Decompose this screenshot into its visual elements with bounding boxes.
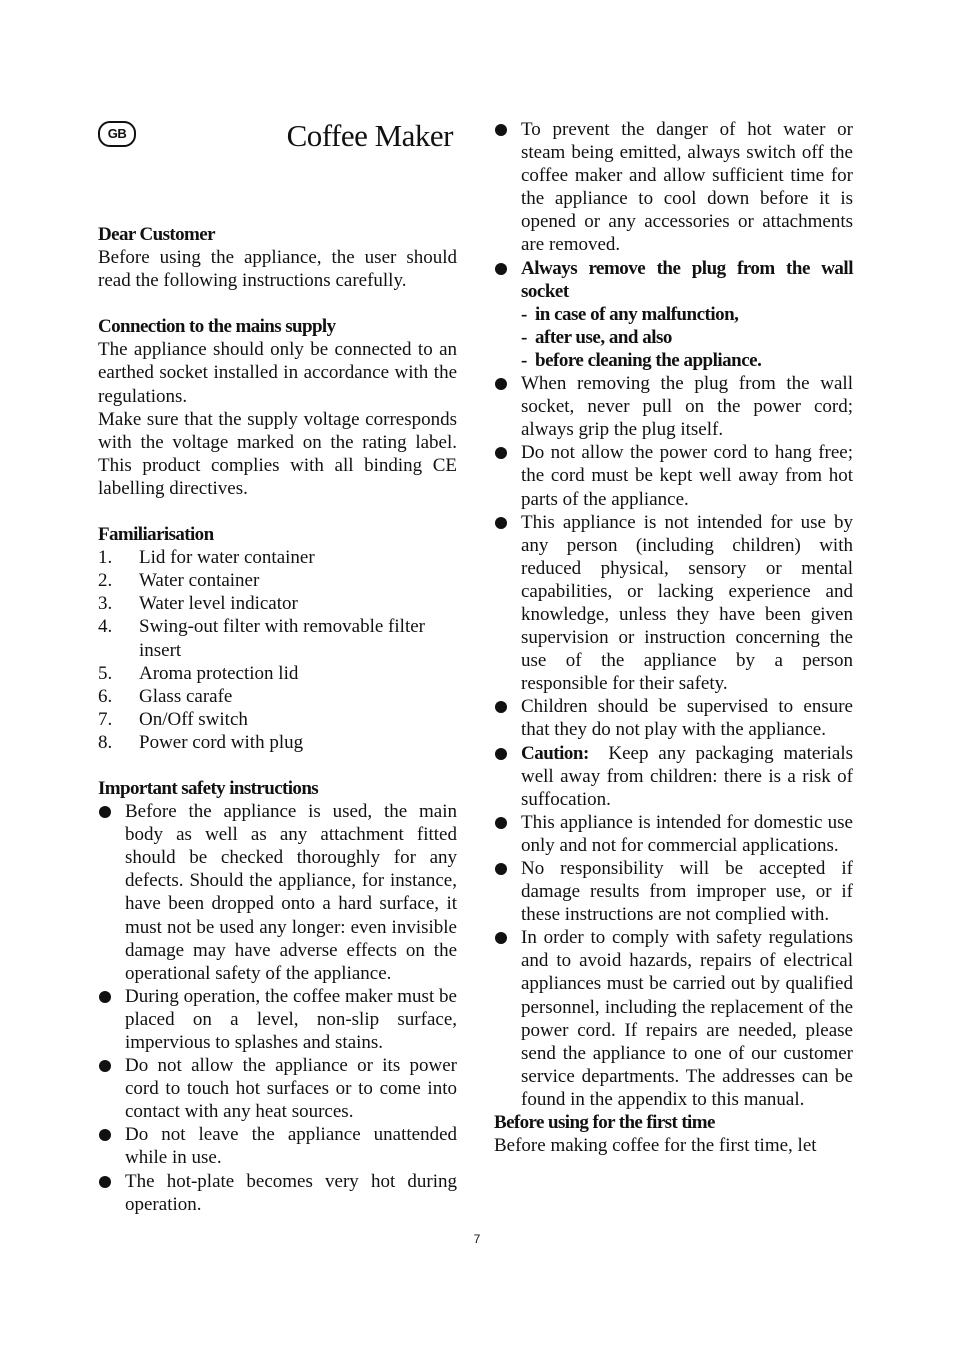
item-text: Do not leave the appliance unattended while in use. <box>125 1124 457 1169</box>
header <box>98 118 457 200</box>
bullet-icon <box>495 263 507 275</box>
dash: - <box>521 349 527 371</box>
sub-item <box>521 326 853 349</box>
item-text: When removing the plug from the wall socket, never pull on the power cord; always grip the plug itself. <box>521 373 853 441</box>
bullet-icon <box>99 1060 111 1072</box>
item-text: This appliance is intended for domestic use only and not for commercial applications. <box>521 811 853 856</box>
dear-customer-section <box>98 223 457 292</box>
item-text: In order to comply with safety regulations and to avoid hazards, repairs of electrical appliances must be carried out by qualified personnel, including the replacement of the power cord. If repairs are needed, please send the appliance to one of our customer service departments. The addresses can be found in the appendix to this manual. <box>521 927 853 1110</box>
item-number: 3. <box>98 593 113 615</box>
item-text: On/Off switch <box>139 708 248 730</box>
caution-label: Caution: <box>521 742 589 764</box>
item-number: 5. <box>98 662 113 684</box>
item-number: 8. <box>98 731 113 753</box>
item-text: Swing-out filter with removable filter insert <box>139 616 425 661</box>
sub-item-text: after use, and also <box>535 326 672 348</box>
bullet-icon <box>495 447 507 459</box>
paragraph: Before making coffee for the first time, let <box>494 1135 817 1157</box>
bullet-icon <box>99 806 111 818</box>
safety-list <box>98 800 457 1216</box>
list-item <box>98 546 457 569</box>
item-text: Children should be supervised to ensure that they do not play with the appliance. <box>521 696 853 741</box>
item-text: Water container <box>139 570 260 592</box>
bullet-icon <box>99 1129 111 1141</box>
list-item <box>494 441 853 510</box>
language-badge: GB <box>98 121 136 147</box>
item-text: Power cord with plug <box>139 731 304 753</box>
section-heading: Dear Customer <box>98 224 215 245</box>
item-number: 2. <box>98 570 113 592</box>
list-item <box>494 695 853 741</box>
list-item <box>494 926 853 1111</box>
item-text: Lid for water container <box>139 547 315 569</box>
sub-item <box>521 349 853 372</box>
dash: - <box>521 303 527 325</box>
dash: - <box>521 326 527 348</box>
list-item <box>98 592 457 615</box>
item-text: Aroma protection lid <box>139 662 299 684</box>
sub-list <box>521 303 853 372</box>
item-text: Keep any packaging materials well away from children: there is a risk of suffocation. <box>521 742 854 810</box>
bullet-icon <box>495 748 507 760</box>
section-heading: Familiarisation <box>98 524 214 546</box>
bullet-icon <box>495 817 507 829</box>
mains-supply-section <box>98 315 457 500</box>
page-number: 7 <box>473 1232 481 1246</box>
bullet-icon <box>495 863 507 875</box>
bullet-icon <box>99 1176 111 1188</box>
item-text: Always remove the plug from the wall socket <box>521 257 853 302</box>
item-text: Glass carafe <box>139 685 233 707</box>
sub-item-text: in case of any malfunction, <box>535 303 739 325</box>
list-item <box>494 511 853 696</box>
sub-item-text: before cleaning the appliance. <box>535 349 762 371</box>
list-item <box>98 708 457 731</box>
paragraph: The appliance should only be connected to an earthed socket installed in accordance with the regulations. <box>98 339 457 407</box>
bullet-icon <box>495 378 507 390</box>
list-item <box>98 685 457 708</box>
page-title: Coffee Maker <box>286 118 453 153</box>
section-heading: Before using for the first time <box>494 1112 715 1134</box>
item-number: 1. <box>98 547 113 569</box>
section-heading: Connection to the mains supply <box>98 316 336 338</box>
left-column <box>98 118 457 1216</box>
item-number: 6. <box>98 685 113 707</box>
list-item <box>494 257 853 372</box>
item-text: During operation, the coffee maker must be placed on a level, non-slip surface, impervious to splashes and stains. <box>125 985 457 1053</box>
bullet-icon <box>495 932 507 944</box>
item-text: Water level indicator <box>139 593 298 615</box>
list-item <box>494 372 853 441</box>
item-text: This appliance is not intended for use by any person (including children) with reduced physical, sensory or mental capabilities, or lacking experience and knowledge, unless they have been given supervision or instruction concerning the use of the appliance by a person responsible for their safety. <box>521 511 853 695</box>
paragraph: Make sure that the supply voltage corresponds with the voltage marked on the rating label. This product complies with all binding CE labelling directives. <box>98 408 457 499</box>
safety-list-continued <box>494 118 853 1111</box>
item-text: No responsibility will be accepted if damage results from improper use, or if these instructions are not complied with. <box>521 858 853 926</box>
list-item <box>494 742 853 811</box>
list-item <box>98 800 457 985</box>
first-use-section <box>494 1111 853 1157</box>
section-heading: Important safety instructions <box>98 777 319 799</box>
list-item <box>98 985 457 1054</box>
list-item <box>98 1054 457 1123</box>
list-item <box>98 615 457 661</box>
familiarisation-section <box>98 523 457 754</box>
list-item <box>494 811 853 857</box>
list-item <box>494 857 853 926</box>
item-text: The hot-plate becomes very hot during operation. <box>125 1170 457 1215</box>
sub-item <box>521 303 853 326</box>
item-text: Do not allow the power cord to hang free; the cord must be kept well away from hot parts of the appliance. <box>521 442 853 510</box>
list-item <box>98 1170 457 1216</box>
safety-section <box>98 777 457 1216</box>
list-item <box>98 1123 457 1169</box>
bullet-icon <box>495 701 507 713</box>
right-column <box>494 118 853 1157</box>
parts-list <box>98 546 457 754</box>
item-text: Do not allow the appliance or its power cord to touch hot surfaces or to come into contact with any heat sources. <box>125 1055 457 1123</box>
bullet-icon <box>495 124 507 136</box>
paragraph: Before using the appliance, the user should read the following instructions carefully. <box>98 247 457 292</box>
list-item <box>494 118 853 257</box>
list-item <box>98 662 457 685</box>
bullet-icon <box>99 991 111 1003</box>
item-text: To prevent the danger of hot water or steam being emitted, always switch off the coffee maker and allow sufficient time for the appliance to cool down before it is opened or any accessories or attachments are removed. <box>521 119 853 256</box>
list-item <box>98 569 457 592</box>
list-item <box>98 731 457 754</box>
bullet-icon <box>495 517 507 529</box>
item-number: 4. <box>98 616 113 638</box>
item-number: 7. <box>98 708 113 730</box>
item-text: Before the appliance is used, the main body as well as any attachment fitted should be checked thoroughly for any defects. Should the appliance, for instance, have been dropped onto a hard surface, it must not be used any longer: even invisible damage may have adverse effects on the operational safety of the appliance. <box>125 801 457 984</box>
